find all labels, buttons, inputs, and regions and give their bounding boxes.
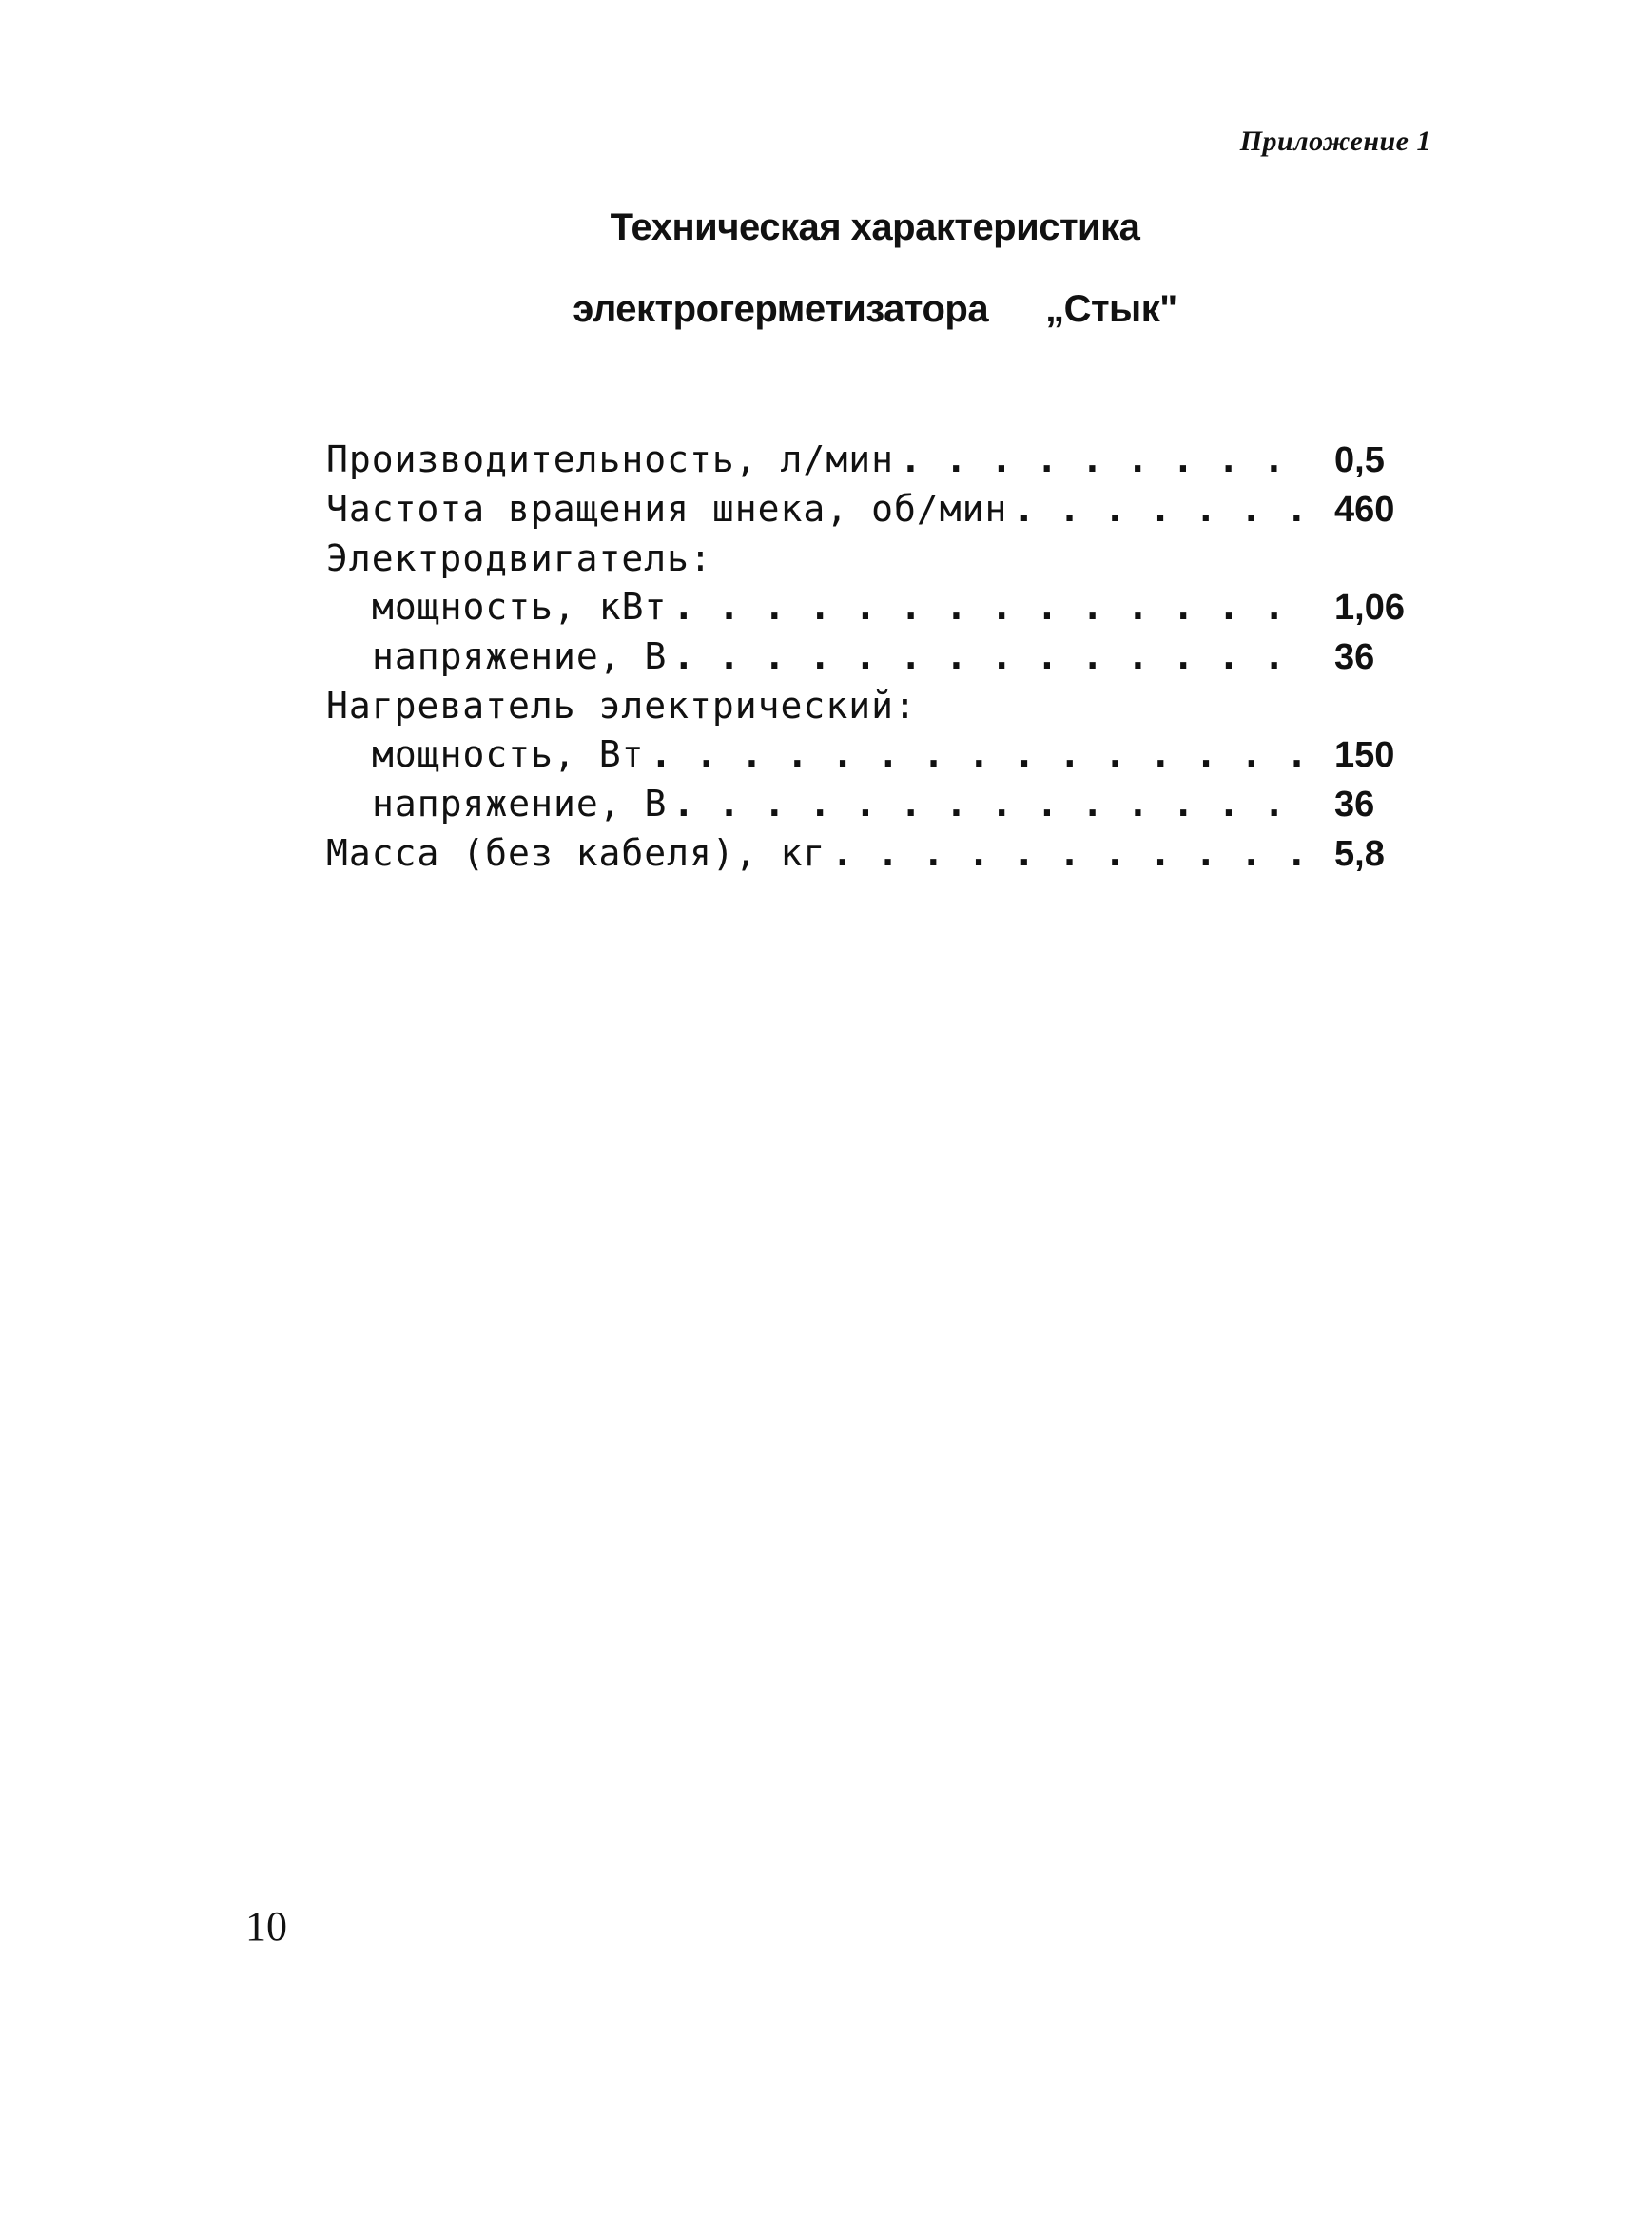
spec-row: [326, 534, 1448, 583]
document-title: [533, 186, 1217, 350]
spec-value: 0,5: [1334, 440, 1385, 480]
spec-row: [326, 632, 1448, 682]
dot-leader: [651, 730, 1308, 779]
specification-list: [326, 436, 1448, 879]
appendix-label: Приложение 1: [1239, 126, 1431, 157]
spec-row: [326, 780, 1448, 829]
spec-value: 1,06: [1334, 588, 1405, 628]
spec-row: [326, 583, 1448, 632]
spec-value: 5,8: [1334, 834, 1385, 874]
spec-label: Частота вращения шнека, об/мин: [326, 488, 1008, 530]
spec-label: мощность, Вт: [372, 733, 645, 775]
spec-row: [326, 436, 1448, 485]
spec-label: Производительность, л/мин: [326, 438, 894, 480]
dot-leader: [672, 632, 1308, 681]
spec-label: напряжение, В: [372, 783, 668, 825]
spec-label: Нагреватель электрический:: [326, 685, 917, 727]
spec-value: 460: [1334, 490, 1395, 530]
page-number: 10: [245, 1903, 287, 1950]
dot-leader: [672, 780, 1308, 828]
dot-leader: [1013, 485, 1308, 534]
dot-leader: [831, 829, 1308, 878]
spec-label: мощность, кВт: [372, 586, 668, 628]
spec-value: 36: [1334, 785, 1375, 825]
spec-row: [326, 730, 1448, 780]
title-line-1: Техническая характеристика: [610, 206, 1140, 248]
dot-leader: [672, 583, 1308, 631]
spec-row: [326, 682, 1448, 730]
spec-row: [326, 485, 1448, 534]
spec-label: напряжение, В: [372, 635, 668, 677]
dot-leader: [900, 436, 1308, 484]
spec-value: 150: [1334, 735, 1395, 775]
spec-label: Электродвигатель:: [326, 537, 712, 579]
title-line-2: [533, 268, 1217, 350]
spec-label: Масса (без кабеля), кг: [326, 832, 826, 874]
spec-value: 36: [1334, 637, 1375, 677]
spec-row: [326, 829, 1448, 879]
title-product-name: „Стык": [1045, 288, 1177, 330]
title-line-2-prefix: электрогерметизатора: [573, 288, 989, 330]
